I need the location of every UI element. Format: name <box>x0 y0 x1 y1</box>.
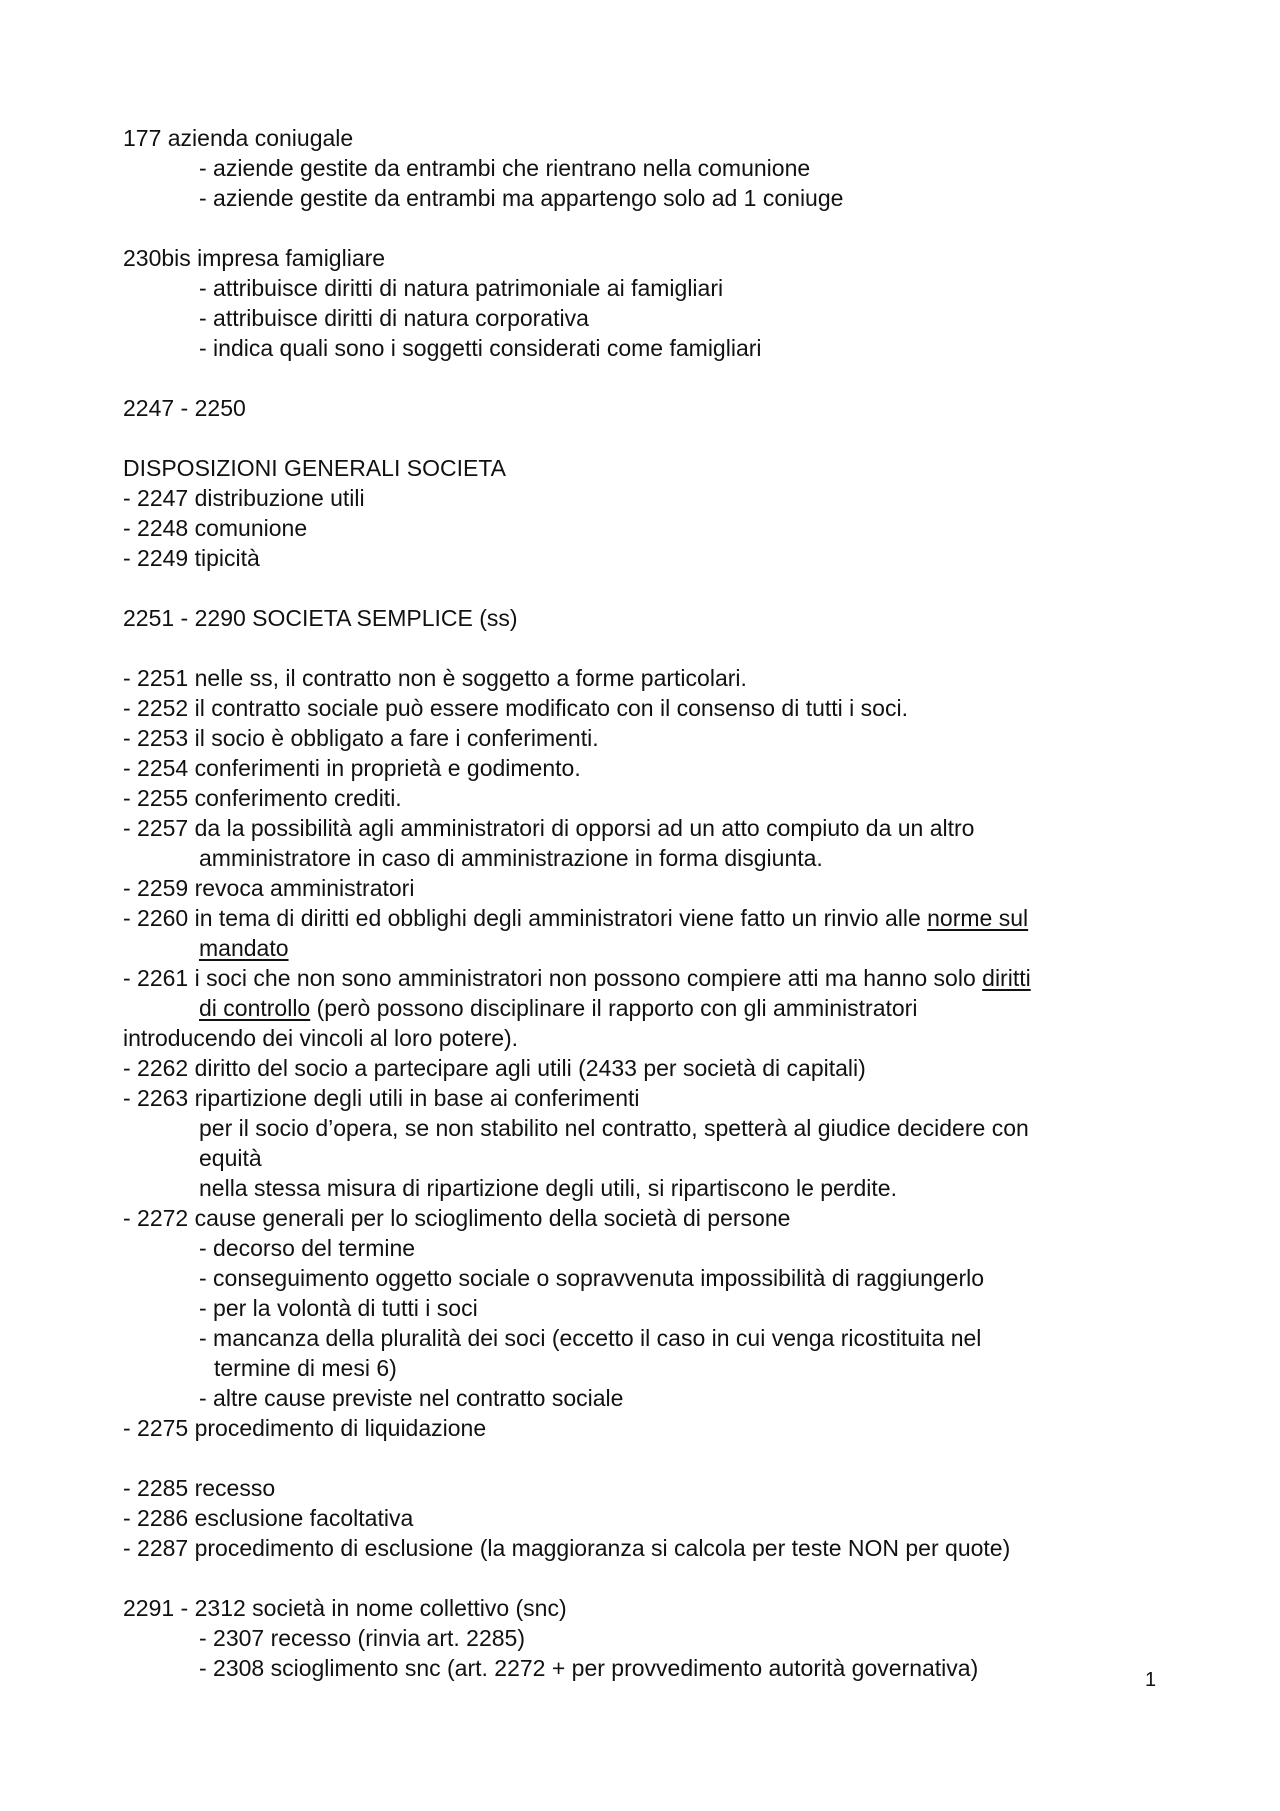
list-item-continuation: amministratore in caso di amministrazione in forma disgiunta. <box>199 845 823 871</box>
list-item: - 2307 recesso (rinvia art. 2285) <box>199 1625 525 1651</box>
sub-list-item: - altre cause previste nel contratto sociale <box>199 1385 624 1411</box>
list-item-continuation <box>123 933 289 963</box>
list-item: - 2247 distribuzione utili <box>123 485 365 511</box>
section-title-disposizioni: DISPOSIZIONI GENERALI SOCIETA <box>123 455 506 481</box>
list-item-continuation: per il socio d’opera, se non stabilito nel contratto, spetterà al giudice decidere con <box>199 1115 1029 1141</box>
list-item-text: - 2261 i soci che non sono amministratori non possono compiere atti ma hanno solo <box>123 965 983 991</box>
section-title-impresa: 230bis impresa famigliare <box>123 245 386 271</box>
sub-list-item: - mancanza della pluralità dei soci (eccetto il caso in cui venga ricostituita nel <box>199 1325 982 1351</box>
underlined-text: di controllo <box>199 995 311 1021</box>
list-item: - 2308 scioglimento snc (art. 2272 + per provvedimento autorità governativa) <box>199 1655 979 1681</box>
list-item-2261 <box>123 963 1031 993</box>
section-title-azienda: 177 azienda coniugale <box>123 125 354 151</box>
list-item: - aziende gestite da entrambi ma appartengo solo ad 1 coniuge <box>199 185 844 211</box>
article-range: 2247 - 2250 <box>123 395 246 421</box>
sub-list-item: - conseguimento oggetto sociale o sopravvenuta impossibilità di raggiungerlo <box>199 1265 985 1291</box>
list-item: - 2249 tipicità <box>123 545 260 571</box>
list-item: - 2255 conferimento crediti. <box>123 785 402 811</box>
list-item: - 2262 diritto del socio a partecipare agli utili (2433 per società di capitali) <box>123 1055 866 1081</box>
list-item: - indica quali sono i soggetti considerati come famigliari <box>199 335 762 361</box>
list-item-text: (però possono disciplinare il rapporto con gli amministratori <box>310 995 918 1021</box>
list-item: - 2257 da la possibilità agli amministratori di opporsi ad un atto compiuto da un altro <box>123 815 975 841</box>
page-number: 1 <box>1145 1669 1157 1691</box>
underlined-text: diritti <box>982 965 1031 991</box>
sub-list-item: - decorso del termine <box>199 1235 416 1261</box>
list-item: - 2287 procedimento di esclusione (la maggioranza si calcola per teste NON per quote) <box>123 1535 1011 1561</box>
list-item: - 2252 il contratto sociale può essere modificato con il consenso di tutti i soci. <box>123 695 908 721</box>
sub-list-item-continuation: termine di mesi 6) <box>214 1355 397 1381</box>
list-item: - 2248 comunione <box>123 515 308 541</box>
list-item: - 2275 procedimento di liquidazione <box>123 1415 487 1441</box>
list-item: - 2263 ripartizione degli utili in base ai conferimenti <box>123 1085 640 1111</box>
list-item-text: - 2260 in tema di diritti ed obblighi degli amministratori viene fatto un rinvio alle <box>123 905 928 931</box>
list-item: - 2286 esclusione facoltativa <box>123 1505 414 1531</box>
list-item: - 2285 recesso <box>123 1475 276 1501</box>
list-item: - 2253 il socio è obbligato a fare i conferimenti. <box>123 725 599 751</box>
list-item-2260 <box>123 903 1028 933</box>
list-item-continuation: nella stessa misura di ripartizione degli utili, si ripartiscono le perdite. <box>199 1175 897 1201</box>
list-item: - 2251 nelle ss, il contratto non è soggetto a forme particolari. <box>123 665 747 691</box>
underlined-text: mandato <box>199 935 289 961</box>
list-item: - aziende gestite da entrambi che rientrano nella comunione <box>199 155 811 181</box>
list-item: - attribuisce diritti di natura corporativa <box>199 305 589 331</box>
section-title-ss: 2251 - 2290 SOCIETA SEMPLICE (ss) <box>123 605 518 631</box>
list-item-continuation: equità <box>199 1145 262 1171</box>
list-item: - 2254 conferimenti in proprietà e godimento. <box>123 755 581 781</box>
list-item: - 2272 cause generali per lo scioglimento della società di persone <box>123 1205 791 1231</box>
list-item-continuation: introducendo dei vincoli al loro potere). <box>123 1025 519 1051</box>
list-item-continuation <box>199 993 917 1023</box>
sub-list-item: - per la volontà di tutti i soci <box>199 1295 478 1321</box>
section-title-snc: 2291 - 2312 società in nome collettivo (snc) <box>123 1595 567 1621</box>
list-item: - attribuisce diritti di natura patrimoniale ai famigliari <box>199 275 724 301</box>
underlined-text: norme sul <box>927 905 1029 931</box>
list-item: - 2259 revoca amministratori <box>123 875 415 901</box>
